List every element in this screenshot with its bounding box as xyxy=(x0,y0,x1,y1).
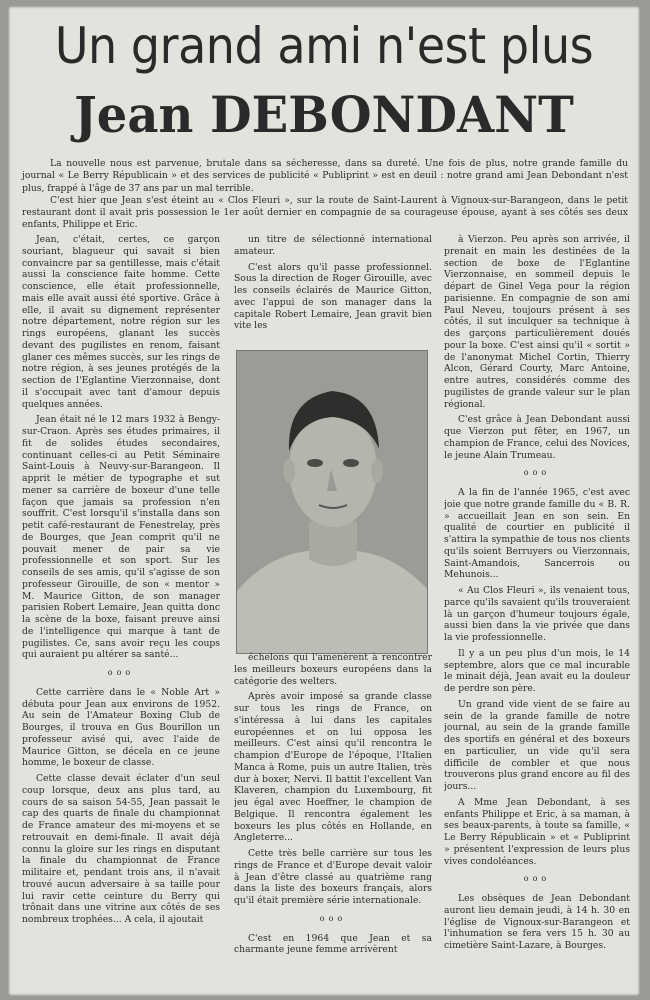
intro-paragraph: La nouvelle nous est parvenue, brutale dans sa sécheresse, dans sa dureté. Une fois de plus, notre grande famille du journal « Le Berry Républicain » et des services de publicité « Publiprint » est en deuil : notre grand ami Jean Debondant n'est plus, frappé à l'âge de 37 ans par un mal terrible. xyxy=(22,158,628,194)
intro-paragraph: C'est hier que Jean s'est éteint au « Clos Fleuri », sur la route de Saint-Laurent à Vignoux-sur-Barangeon, dans le petit restaurant dont il avait pris possession le 1er août dernier en compagnie de sa courageuse épouse, ayant à ses côtés ses deux enfants, Philippe et Eric. xyxy=(22,194,628,231)
newspaper-clipping xyxy=(8,6,640,996)
column-1 xyxy=(22,234,220,994)
paragraph: C'est grâce à Jean Debondant aussi que Vierzon put fêter, en 1967, un champion de France, celui des Novices, le jeune Alain Trumeau. xyxy=(444,414,630,461)
section-ornament: ooo xyxy=(319,913,347,923)
intro-paragraphs xyxy=(22,158,628,232)
paragraph: C'est alors qu'il passe professionnel. Sous la direction de Roger Girouille, avec les conseils éclairés de Maurice Gitton, avec l'appui de son manager dans la capitale Robert Lemaire, Jean gravit bien vite les xyxy=(234,261,432,332)
paragraph: Cette carrière dans le « Noble Art » débuta pour Jean aux environs de 1952. Au sein de l'Amateur Boxing Club de Bourges, il trouva en Gus Bourillon un professeur avisé qui, avec l'aide de Maurice Gitton, se décela en ce jeune homme, le boxeur de classe. xyxy=(22,686,220,769)
paragraph: Après avoir imposé sa grande classe sur tous les rings de France, on s'intéressa à lui dans les capitales européennes et on lui opposa les meilleurs. C'est ainsi qu'il rencontra le champion d'Europe de l'époque, l'Italien Manca à Rome, puis un autre Italien, très dur à boxer, Nervi. Il battit l'excellent Van Klaveren, champion du Luxembourg, fit jeu égal avec Hoeffner, le champion de Belgique. Il rencontra également les boxeurs les plus côtés en Hollande, en Angleterre... xyxy=(234,691,432,844)
paragraph: « Au Clos Fleuri », ils venaient tous, parce qu'ils savaient qu'ils trouveraient là un garçon d'humeur toujours égale, aussi bien dans la vie privée que dans la vie professionnelle. xyxy=(444,585,630,643)
paragraph: A Mme Jean Debondant, à ses enfants Philippe et Eric, à sa maman, à ses beaux-parents, à toute sa famille, « Le Berry Républicain » et « Publiprint » présentent l'expression de leurs plus vives condoléances. xyxy=(444,796,630,867)
paragraph: C'est en 1964 que Jean et sa charmante jeune femme arrivèrent xyxy=(234,932,432,956)
section-ornament: ooo xyxy=(523,468,551,478)
paragraph: Cette classe devait éclater d'un seul coup lorsque, deux ans plus tard, au cours de sa saison 54-55, Jean passait le cap des quarts de finale du championnat de France amateur des mi-moyens et se retrouvait en demi-finale. Il avait déjà connu la gloire sur les rings en disputant la finale du championnat de France militaire et, pendant trois ans, il n'avait trouvé aucun adversaire à sa taille pour lui ravir cette ceinture du Berry qui trônait dans une vitrine aux côtés de ses nombreux trophées... A cela, il ajoutait xyxy=(22,773,220,925)
column-3 xyxy=(444,234,630,994)
paragraph: A la fin de l'année 1965, c'est avec joie que notre grande famille du « B. R. » accueillait Jean en son sein. En qualité de courtier en publicité il s'attira la sympathie de tous nos clients qu'ils soient Berruyers ou Vierzonnais, Saint-Amandois, Sancerrois ou Mehunois... xyxy=(444,487,630,581)
section-ornament: ooo xyxy=(523,874,551,884)
headline-line-1: Un grand ami n'est plus xyxy=(54,17,594,75)
headline-line-2: Jean DEBONDANT xyxy=(74,85,574,144)
paragraph: Cette très belle carrière sur tous les rings de France et d'Europe devait valoir à Jean d'être classé au quatrième rang dans la liste des boxeurs français, alors qu'il était première série internationale. xyxy=(234,848,432,906)
paragraph: Jean était né le 12 mars 1932 à Bengy-sur-Craon. Après ses études primaires, il fit de solides études secondaires, continuant celles-ci au Petit Séminaire Saint-Louis à Neuvy-sur-Barangeon. Il apprit le métier de typographe et sut mener sa carrière de boxeur d'une telle façon que jamais sa profession n'en souffrit. C'est lorsqu'il s'installa dans son petit café-restaurant de Fenestrelay, près de Bourges, que Jean comprit qu'il ne pouvait mener de pair sa vie professionnelle et son sport. Sur les conseils de ses amis, qu'il s'agisse de son professeur Girouille, de son « mentor » M. Maurice Gitton, de son manager parisien Robert Lemaire, Jean quitta donc la scène de la boxe, faisant preuve ainsi de l'intelligence qui marque à tant de pugilistes. Ce, sans avoir reçu les coups qui auraient pu altérer sa santé... xyxy=(22,414,220,661)
paragraph: un titre de sélectionné international amateur. xyxy=(234,234,432,257)
boxer-portrait-image xyxy=(237,351,427,653)
paragraph: échelons qui l'amenèrent à rencontrer les meilleurs boxeurs européens dans la catégorie des welters. xyxy=(234,652,432,687)
portrait-photo xyxy=(236,350,428,654)
paragraph: Un grand vide vient de se faire au sein de la grande famille de notre journal, au sein de la grande famille des sportifs en général et des boxeurs en particulier, un vide qu'il sera difficile de combler et que nous trouverons plus grand encore au fil des jours... xyxy=(444,698,630,792)
paragraph: à Vierzon. Peu après son arrivée, il prenait en main les destinées de la section de boxe de l'Eglantine Vierzonnaise, en sommeil depuis le départ de Ginel Vega pour la région parisienne. En compagnie de son ami Paul Neveu, toujours présent à ses côtés, il sut inculquer sa technique à des garçons particulièrement doués pour la boxe. C'est ainsi qu'il « sortit » de l'anonymat Michel Cortin, Thierry Alcon, Gérard Courty, Marc Antoine, entre autres, considérés comme des pugilistes de grande valeur sur le plan régional. xyxy=(444,234,630,410)
column-2-top xyxy=(234,234,432,354)
section-ornament: ooo xyxy=(107,668,135,677)
paragraph: Jean, c'était, certes, ce garçon souriant, blagueur qui savait si bien convaincre par sa gentillesse, mais c'était aussi la conscience faite homme. Cette conscience, elle était professionnelle, mais elle avait aussi été sportive. Grâce à elle, il avait su dignement représenter notre département, notre région sur les rings européens, glanant les succès devant des pugilistes en renom, faisant glaner ces mêmes succès, sur les rings de notre région, à ses jeunes protégés de la section de l'Eglantine Vierzonnaise, dont il s'occupait avec tant d'amour depuis quelques années. xyxy=(22,234,220,410)
column-2-bottom xyxy=(234,652,432,992)
paragraph: Il y a un peu plus d'un mois, le 14 septembre, alors que ce mal incurable le minait déjà, Jean avait eu la douleur de perdre son père. xyxy=(444,647,630,694)
paragraph: Les obsèques de Jean Debondant auront lieu demain jeudi, à 14 h. 30 en l'église de Vignoux-sur-Barangeon et l'inhumation se fera vers 15 h. 30 au cimetière Saint-Lazare, à Bourges. xyxy=(444,893,630,951)
